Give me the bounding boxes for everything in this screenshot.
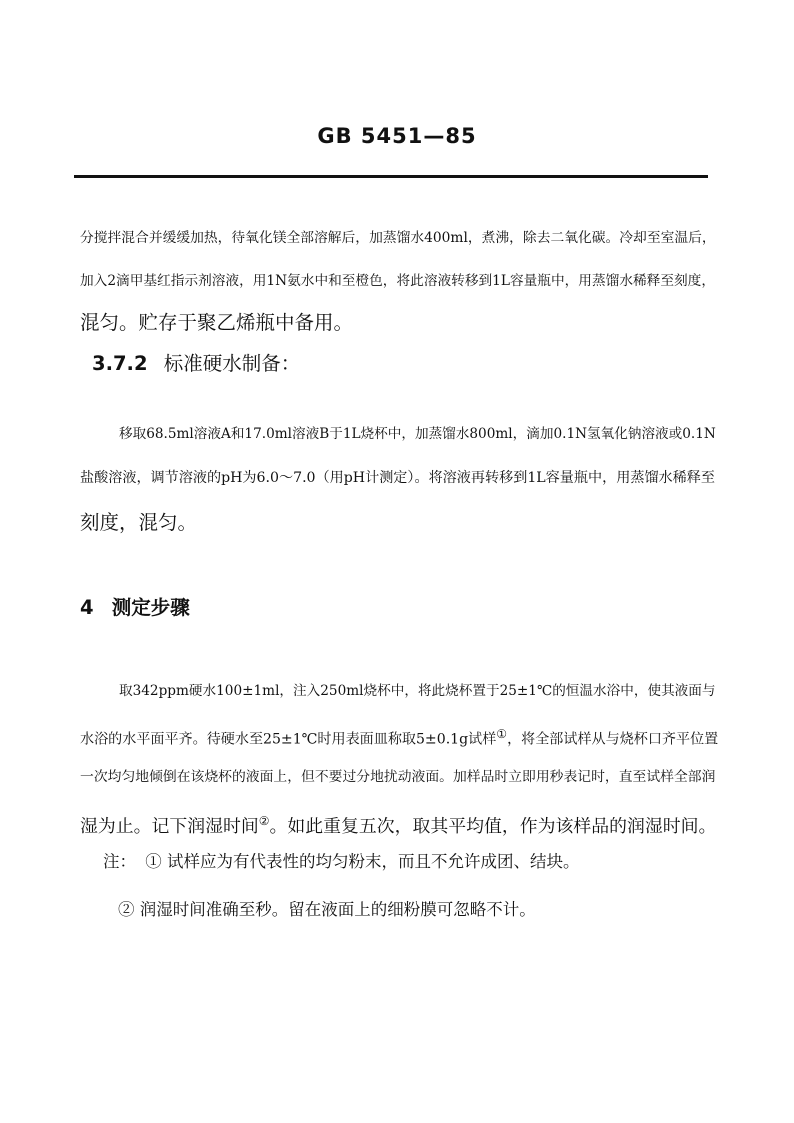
section-3-7-2-number: 3.7.2: [92, 352, 148, 375]
section-3-7-2-line-2: 盐酸溶液，调节溶液的pH为6.0～7.0（用pH计测定）。将溶液再转移到1L容量瓶中，用蒸馏水稀释至: [80, 470, 715, 486]
section-3-7-2-line-1: 移取68.5ml溶液A和17.0ml溶液B于1L烧杯中，加蒸馏水800ml，滴加0.1N氢氧化钠溶液或0.1N: [119, 426, 716, 442]
footnote-ref-2: ②: [258, 814, 270, 828]
section-4-line-4-part-a: 湿为止。记下润湿时间: [80, 815, 259, 837]
section-4-line-2: [80, 720, 718, 754]
notes-label: 注：: [103, 852, 136, 871]
paragraph-1-line-2: 加入2滴甲基红指示剂溶液，用1N氨水中和至橙色，将此溶液转移到1L容量瓶中，用蒸馏水稀释至刻度，: [80, 273, 716, 289]
section-4-number: 4: [80, 596, 94, 619]
section-4-line-2-part-a: 水浴的水平面平齐。待硬水至25±1℃时用表面皿称取5±0.1g试样: [80, 731, 497, 748]
section-4-line-3: 一次均匀地倾倒在该烧杯的液面上，但不要过分地扰动液面。加样品时立即用秒表记时，直至试样全部润: [80, 769, 716, 785]
section-3-7-2-line-3: 刻度，混匀。: [80, 511, 198, 534]
paragraph-1-line-3: 混匀。贮存于聚乙烯瓶中备用。: [80, 311, 354, 334]
section-4-line-1: 取342ppm硬水100±1ml，注入250ml烧杯中，将此烧杯置于25±1℃的恒温水浴中，使其液面与: [119, 683, 716, 699]
section-4-heading: [80, 594, 190, 622]
section-3-7-2-title: 标准硬水制备：: [163, 352, 301, 375]
section-4-line-4-part-b: 。如此重复五次，取其平均值，作为该样品的润湿时间。: [269, 815, 717, 837]
page-header-standard-number: GB 5451—85: [317, 124, 477, 148]
section-3-7-2-heading: [92, 350, 300, 378]
note-1: ① 试样应为有代表性的均匀粉末，而且不允许成团、结块。: [145, 852, 580, 871]
footnote-ref-1: ①: [496, 727, 508, 741]
paragraph-1-line-1: 分搅拌混合并缓缓加热，待氧化镁全部溶解后，加蒸馏水400ml，煮沸，除去二氧化碳。冷却至室温后，: [80, 230, 716, 246]
section-4-title: 测定步骤: [111, 596, 190, 619]
header-rule: [74, 175, 708, 178]
note-1-row: [103, 848, 580, 876]
section-4-line-2-part-b: ，将全部试样从与烧杯口齐平位置: [507, 731, 719, 748]
note-2: ② 润湿时间准确至秒。留在液面上的细粉膜可忽略不计。: [118, 900, 536, 919]
section-4-line-4: [80, 807, 716, 841]
